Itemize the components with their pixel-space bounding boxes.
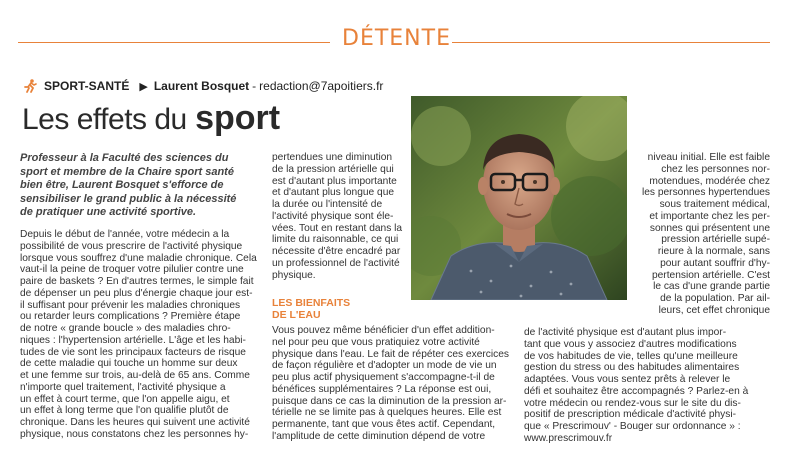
text-line: ou retarder leurs complications ? Première étape xyxy=(20,311,241,323)
text-line: pertendues une diminution xyxy=(272,152,393,163)
header-rule-left xyxy=(18,42,330,43)
column-2-bottom-text xyxy=(272,325,509,443)
kicker-tag: SPORT-SANTÉ xyxy=(44,79,130,93)
lead-line: bien être, Laurent Bosquet s'efforce de xyxy=(20,179,224,192)
arrow-icon: ▶ xyxy=(139,80,148,93)
lead-line: sport et membre de la Chaire sport santé xyxy=(20,165,234,178)
runner-icon xyxy=(22,78,38,94)
text-line: nécessite d'être encadré par xyxy=(272,246,401,257)
text-line: tant que vous y associez d'autres modifications xyxy=(524,338,737,350)
text-line: chez les personnes nor- xyxy=(661,163,770,175)
kicker-separator: - xyxy=(252,79,257,93)
text-line: adaptées. Vous vous sentez prêts à relever le xyxy=(524,374,731,385)
text-line: leurs, cet effet chronique xyxy=(658,304,770,316)
text-line: le cas d'une grande partie xyxy=(653,281,770,293)
text-line: lorsque vous souffrez d'une maladie chronique. Cela xyxy=(20,252,257,264)
text-line: de notre « grande boucle » des maladies chro- xyxy=(20,323,231,334)
text-line: paire de baskets ? En d'autres termes, le simple fait xyxy=(20,276,254,287)
column-3-top-text xyxy=(630,152,770,317)
text-line: l'activité physique sont éle- xyxy=(272,210,394,222)
text-line: permanente, tant que vous êtes actif. Cependant, xyxy=(272,419,496,430)
lead-paragraph xyxy=(20,152,236,220)
text-line: défi et souhaitez être accompagnés ? Parlez-en à xyxy=(524,385,749,397)
text-line: bénéfices supplémentaires ? La réponse est oui, xyxy=(272,383,492,395)
text-line: rieure à la normale, sans xyxy=(657,246,770,257)
text-line: un professionnel de l'activité xyxy=(272,257,400,269)
text-line: et une femme sur trois, au-delà de 65 ans. Comme xyxy=(20,370,250,381)
text-line: puisque dans ce cas la diminution de la pression ar- xyxy=(272,395,507,407)
text-line: de vos habitudes de vie, telles qu'une meilleure xyxy=(524,350,738,362)
text-line: et d'autant plus longue que xyxy=(272,187,395,199)
lead-line: sensibiliser le grand public à la nécessité xyxy=(20,192,237,205)
text-line: sonnes qui présentent une xyxy=(649,222,770,234)
text-line: que « Prescrimouv' - Bouger sur ordonnance » : xyxy=(524,421,741,432)
lead-line: de pratiquer une activité sportive. xyxy=(20,206,197,219)
text-line: de la pression artérielle qui xyxy=(272,163,394,175)
column-2-top-text xyxy=(272,152,402,281)
author-email: redaction@7apoitiers.fr xyxy=(259,79,384,93)
text-line: de la population. Par ail- xyxy=(660,293,770,304)
subhead-line: DE L'EAU xyxy=(272,309,321,321)
text-line: il suffisant pour prévenir les maladies chroniques xyxy=(20,299,241,311)
text-line: pression artérielle supé- xyxy=(661,234,770,246)
headline-light: Les effets du xyxy=(22,103,187,136)
text-line: physique. xyxy=(272,269,316,281)
text-line: possibilité de vous prescrire de l'activité physique xyxy=(20,240,243,252)
text-line: de dépenser un peu plus d'énergie chaque jour est- xyxy=(20,287,253,299)
text-line: est d'autant plus importante xyxy=(272,175,397,187)
text-line: térielle ne se limite pas à quelques heures. Elle est xyxy=(272,407,502,419)
text-line: vées. Tout en restant dans la xyxy=(272,222,403,234)
text-line: de l'activité physique est d'autant plus impor- xyxy=(524,327,727,338)
text-line: nel pour peu que vous pratiquiez votre activité xyxy=(272,336,480,348)
text-line: l'amplitude de cette diminution dépend de votre xyxy=(272,430,486,442)
text-line: et importante chez les per- xyxy=(649,210,770,222)
text-line: tudes de vie sont les principaux facteurs de risque xyxy=(20,346,246,358)
text-line: niques : l'hypertension artérielle. L'âge et les habi- xyxy=(20,334,246,346)
text-line: motendues, modérée chez xyxy=(649,175,770,187)
headline-bold: sport xyxy=(195,99,281,137)
text-line: la durée ou l'intensité de xyxy=(272,199,383,210)
text-line: physique, nous constatons chez les personnes hy- xyxy=(20,428,249,440)
text-line: les personnes hypertendues xyxy=(642,187,770,199)
headline xyxy=(22,100,280,138)
text-line: positif de prescription médicale d'activité physi- xyxy=(524,409,737,421)
author-name: Laurent Bosquet xyxy=(153,79,250,93)
text-line: de façon régulière et d'adopter un mode de vie un xyxy=(272,360,497,372)
text-line: de cette maladie qui touche un homme sur deux xyxy=(20,358,238,370)
website-link[interactable]: www.prescrimouv.fr xyxy=(524,432,613,444)
column-1-text xyxy=(20,229,257,441)
text-line: physique dans l'eau. Le fait de répéter ces exercices xyxy=(272,348,509,360)
subhead xyxy=(272,297,350,321)
text-line: Vous pouvez même bénéficier d'un effet addition- xyxy=(272,325,495,336)
text-line: pour autant souffrir d'hy- xyxy=(660,257,770,269)
text-line: un effet à long terme que l'on qualifie plutôt de xyxy=(20,405,229,417)
header-rule-right xyxy=(452,42,770,43)
portrait-photo xyxy=(411,96,627,300)
lead-line: Professeur à la Faculté des sciences du xyxy=(20,152,229,164)
text-line: gestion du stress ou des habitudes alimentaires xyxy=(524,362,740,374)
text-line: sous traitement médical, xyxy=(659,199,770,210)
text-line: votre médecin ou rendez-vous sur le site du dis- xyxy=(524,397,741,409)
section-rubric: DÉTENTE xyxy=(342,26,451,51)
text-line: pertension artérielle. C'est xyxy=(651,269,770,281)
text-line: n'importe quel traitement, l'activité physique a xyxy=(20,381,226,393)
text-line: un effet à court terme, que l'on appelle aigu, et xyxy=(20,393,230,405)
text-line: limite du raisonnable, ce qui xyxy=(272,234,399,246)
text-line: Depuis le début de l'année, votre médecin a la xyxy=(20,229,230,240)
text-line: chronique. Dans les heures qui suivent une activité xyxy=(20,417,250,428)
column-3-bottom-text xyxy=(524,327,748,445)
text-line: niveau initial. Elle est faible xyxy=(647,152,770,163)
subhead-line: LES BIENFAITS xyxy=(272,297,351,309)
text-line: peu plus actif physiquement s'accompagne-t-il de xyxy=(272,372,495,383)
kicker xyxy=(22,78,383,94)
text-line: vaut-il la peine de troquer votre pilulier contre une xyxy=(20,264,244,276)
